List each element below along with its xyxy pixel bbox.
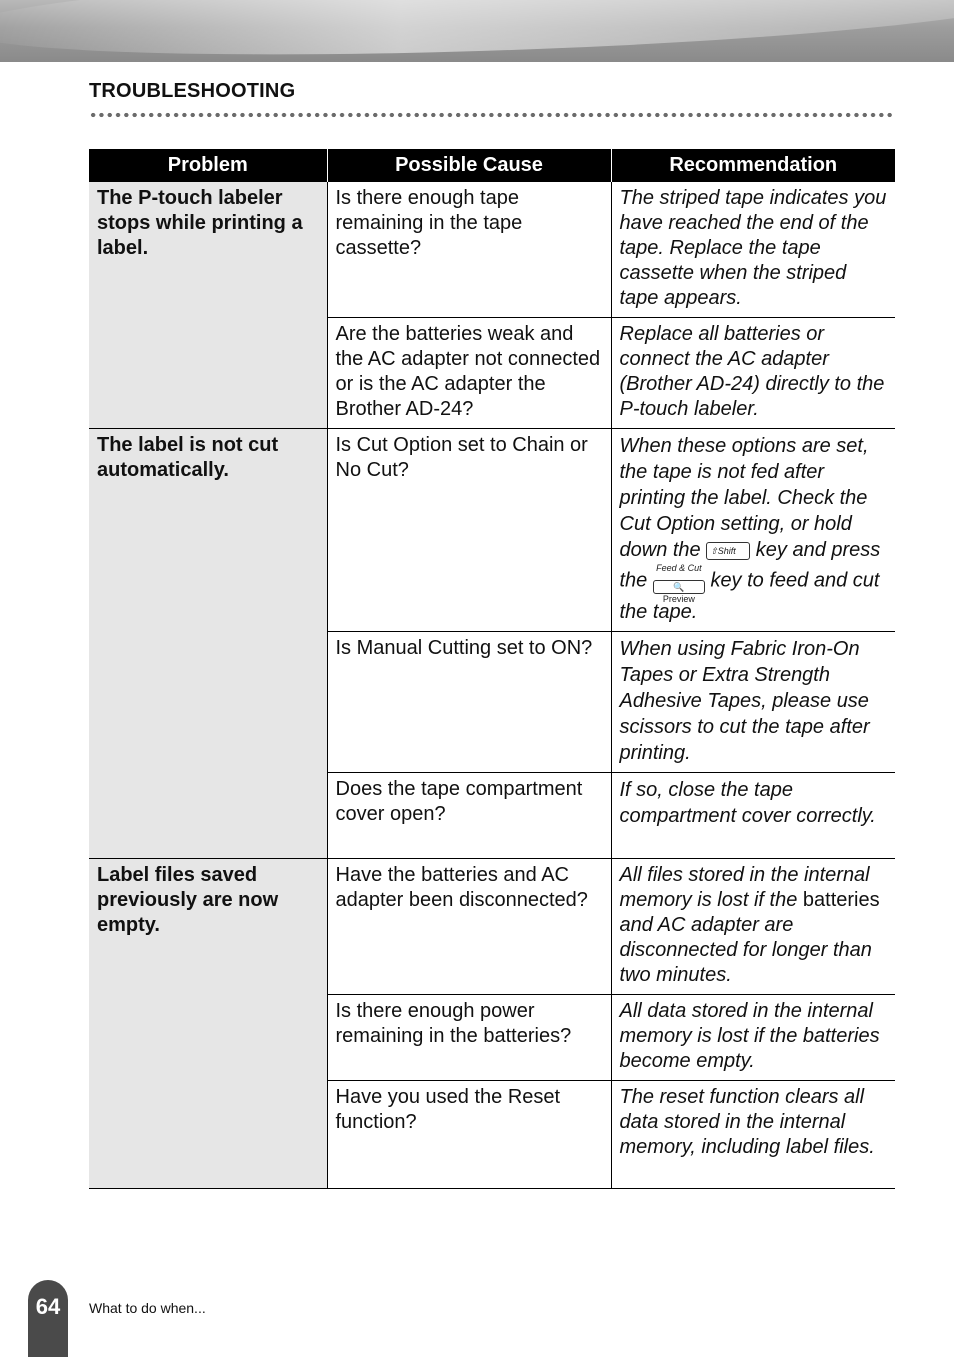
recommendation-cell: Replace all batteries or connect the AC adapter (Brother AD-24) directly to the P-touch labeler. (611, 318, 895, 429)
section-title: TROUBLESHOOTING (89, 80, 296, 102)
recommendation-cell: When using Fabric Iron-On Tapes or Extra Strength Adhesive Tapes, please use scissors to cut the tape after printing. (611, 632, 895, 773)
header-possible-cause: Possible Cause (327, 149, 611, 182)
cause-cell: Does the tape compartment cover open? (327, 773, 611, 859)
table-row (89, 429, 895, 632)
recommendation-cell (611, 859, 895, 995)
recommendation-text: and AC adapter are disconnected for longer than two minutes. (619, 914, 872, 986)
footer-section-label: What to do when... (89, 1300, 206, 1316)
cause-cell: Is there enough tape remaining in the tape cassette? (327, 182, 611, 318)
recommendation-text: key to feed and cut the tape. (619, 569, 880, 623)
cause-cell: Is Manual Cutting set to ON? (327, 632, 611, 773)
dotted-divider (89, 112, 895, 118)
problem-cell: The label is not cut automatically. (89, 429, 327, 859)
recommendation-cell: All data stored in the internal memory is lost if the batteries become empty. (611, 995, 895, 1081)
page-number-tab (28, 1280, 68, 1357)
header-problem: Problem (89, 149, 327, 182)
recommendation-text: All files stored in the internal memory is lost if the (619, 864, 870, 911)
header-band (0, 0, 954, 62)
cause-cell: Have you used the Reset function? (327, 1081, 611, 1189)
recommendation-text: batteries (802, 889, 880, 911)
feed-cut-label: Feed & Cut (656, 563, 702, 573)
table-header-row (89, 149, 895, 182)
cause-cell: Is Cut Option set to Chain or No Cut? (327, 429, 611, 632)
cause-cell: Are the batteries weak and the AC adapter not connected or is the AC adapter the Brother AD-24? (327, 318, 611, 429)
troubleshooting-table (89, 149, 895, 1189)
recommendation-cell: If so, close the tape compartment cover correctly. (611, 773, 895, 859)
cause-cell: Is there enough power remaining in the batteries? (327, 995, 611, 1081)
header-recommendation: Recommendation (611, 149, 895, 182)
recommendation-text: When these options are set, the tape is not fed after printing the label. Check the Cut Option setting, or hold down the (619, 435, 869, 561)
cause-cell: Have the batteries and AC adapter been disconnected? (327, 859, 611, 995)
recommendation-cell: The reset function clears all data stored in the internal memory, including label files. (611, 1081, 895, 1189)
problem-cell: The P-touch labeler stops while printing a label. (89, 182, 327, 429)
page-number: 64 (35, 1294, 61, 1319)
preview-key: 🔍 Preview (653, 580, 705, 594)
recommendation-cell: The striped tape indicates you have reached the end of the tape. Replace the tape cassette when the striped tape appears. (611, 182, 895, 318)
recommendation-text: key and press the (619, 539, 881, 592)
table-row (89, 859, 895, 995)
shift-key-icon: ⇧Shift (706, 542, 750, 560)
table-row (89, 182, 895, 318)
feed-cut-preview-key-icon (653, 563, 705, 604)
problem-cell: Label files saved previously are now empty. (89, 859, 327, 1189)
recommendation-cell (611, 429, 895, 632)
